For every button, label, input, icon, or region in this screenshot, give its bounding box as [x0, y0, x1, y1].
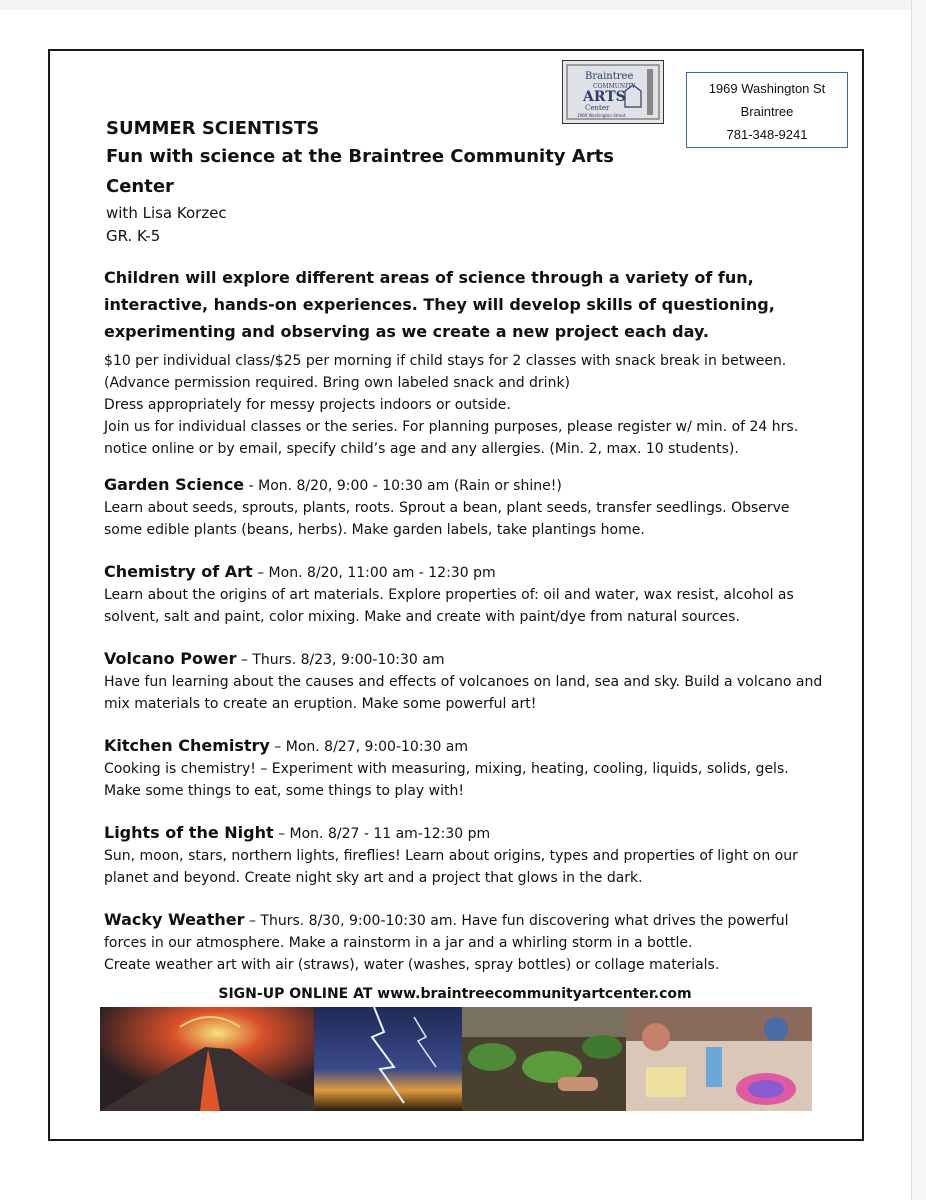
session-desc: Create weather art with air (straws), water (washes, spray bottles) or collage materials.: [104, 957, 720, 973]
session-desc: Sun, moon, stars, northern lights, fireflies! Learn about origins, types and properties of light on our planet and beyond. Create night sky art and a project that glows in the dark.: [104, 848, 798, 886]
grade-range: GR. K-5: [106, 227, 161, 245]
lightning-photo: [314, 1007, 462, 1111]
address-street: 1969 Washington St: [708, 81, 826, 96]
program-intro: Children will explore different areas of science through a variety of fun, interactive, hands-on experiences. They will develop skills of questioning, experimenting and observing as we create a new project each day.: [104, 268, 775, 341]
address-box: [686, 72, 848, 148]
session-desc: Cooking is chemistry! – Experiment with measuring, mixing, heating, cooling, liquids, solids, gels. Make some things to eat, some things to play with!: [104, 761, 789, 799]
session-kitchen-chemistry: [104, 735, 824, 802]
session-name: Garden Science: [104, 475, 245, 494]
session-volcano-power: [104, 648, 824, 715]
program-subtitle: Fun with science at the Braintree Community Arts Center: [106, 146, 614, 197]
session-name: Lights of the Night: [104, 823, 274, 842]
scan-edge-right: [911, 0, 926, 1200]
session-desc: Have fun learning about the causes and effects of volcanoes on land, sea and sky. Build a volcano and mix materials to create an eruption. Make some powerful art!: [104, 674, 823, 712]
instructor: with Lisa Korzec: [106, 204, 227, 222]
session-when: - Mon. 8/20, 9:00 - 10:30 am (Rain or shine!): [244, 478, 562, 494]
logo-text-arts: ARTS: [583, 89, 626, 105]
session-desc: Learn about seeds, sprouts, plants, roots. Sprout a bean, plant seeds, transfer seedlings. Observe some edible plants (beans, herbs). Make garden labels, take plantings home.: [104, 500, 790, 538]
session-name: Kitchen Chemistry: [104, 736, 270, 755]
garden-photo: [462, 1007, 626, 1111]
signup-banner: SIGN-UP ONLINE AT www.braintreecommunityartcenter.com: [218, 986, 692, 1002]
program-info: [104, 350, 834, 460]
session-wacky-weather: [104, 909, 824, 976]
pricing-line: $10 per individual class/$25 per morning if child stays for 2 classes with snack break in between.: [104, 353, 787, 369]
session-when: – Thurs. 8/23, 9:00-10:30 am: [236, 652, 445, 668]
arts-center-logo: [562, 60, 664, 124]
registration-note: Join us for individual classes or the series. For planning purposes, please register w/ min. of 24 hrs. notice online or by email, specify child’s age and any allergies. (Min. 2, max. 10 students).: [104, 419, 799, 457]
program-title: SUMMER SCIENTISTS: [106, 118, 320, 139]
session-lights-of-the-night: [104, 822, 824, 889]
session-name: Volcano Power: [104, 649, 237, 668]
session-when: – Mon. 8/27 - 11 am-12:30 pm: [273, 826, 491, 842]
session-when: – Thurs. 8/30, 9:00-10:30 am. Have fun discovering what drives the powerful forces in our atmosphere. Make a rainstorm in a jar and a whirling storm in a bottle.: [104, 913, 789, 951]
session-when: – Mon. 8/20, 11:00 am - 12:30 pm: [252, 565, 496, 581]
dress-note: Dress appropriately for messy projects indoors or outside.: [104, 397, 511, 413]
logo-text-community: COMMUNITY: [593, 83, 636, 90]
logo-text-center: Center: [585, 104, 610, 112]
address-city: Braintree: [740, 104, 794, 119]
title-block: [106, 116, 706, 248]
session-desc: Learn about the origins of art materials. Explore properties of: oil and water, wax resist, alcohol as solvent, salt and paint, color mixing. Make and create with paint/dye from natural sources.: [104, 587, 794, 625]
snack-note: (Advance permission required. Bring own labeled snack and drink): [104, 375, 571, 391]
scan-edge: [0, 0, 926, 10]
address-phone: 781-348-9241: [726, 127, 808, 142]
session-chemistry-of-art: [104, 561, 824, 628]
session-list: [104, 474, 824, 976]
kitchen-chemistry-photo: [626, 1007, 812, 1111]
session-name: Chemistry of Art: [104, 562, 253, 581]
session-garden-science: [104, 474, 824, 541]
volcano-photo: [100, 1007, 314, 1111]
logo-text-braintree: Braintree: [585, 71, 634, 82]
session-name: Wacky Weather: [104, 910, 245, 929]
photo-strip: [100, 1007, 812, 1111]
session-when: – Mon. 8/27, 9:00-10:30 am: [269, 739, 469, 755]
logo-text-address: 1969 Washington Street: [577, 113, 626, 118]
